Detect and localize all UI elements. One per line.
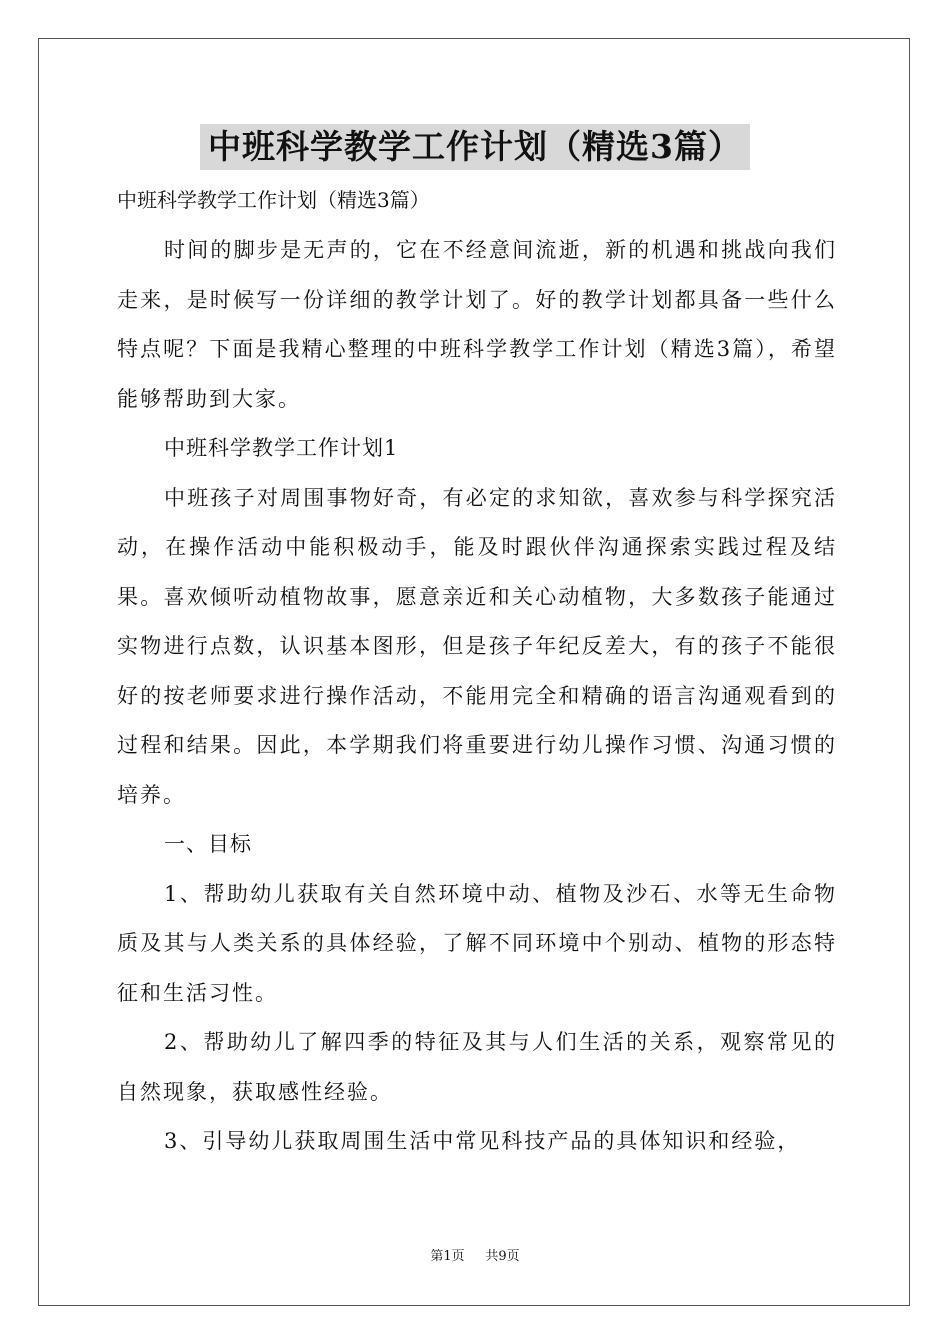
goal-item-2: 2、帮助幼儿了解四季的特征及其与人们生活的关系，观察常见的自然现象，获取感性经验。 bbox=[117, 1030, 837, 1104]
goal-heading: 一、目标 bbox=[164, 832, 252, 856]
document-subtitle: 中班科学教学工作计划（精选3篇） bbox=[117, 188, 430, 212]
intro-paragraph: 时间的脚步是无声的，它在不经意间流逝，新的机遇和挑战向我们走来，是时候写一份详细的教学计划了。好的教学计划都具备一些什么特点呢？下面是我精心整理的中班科学教学工作计划（精选3篇），希望能够帮助到大家。 bbox=[117, 238, 837, 411]
page-footer bbox=[0, 1248, 950, 1266]
body-paragraph: 中班孩子对周围事物好奇，有必定的求知欲，喜欢参与科学探究活动，在操作活动中能积极动手，能及时跟伙伴沟通探索实践过程及结果。喜欢倾听动植物故事，愿意亲近和关心动植物，大多数孩子能通过实物进行点数，认识基本图形，但是孩子年纪反差大，有的孩子不能很好的按老师要求进行操作活动，不能用完全和精确的语言沟通观看到的过程和结果。因此，本学期我们将重要进行幼儿操作习惯、沟通习惯的培养。 bbox=[117, 485, 837, 807]
goal-item-3: 3、引导幼儿获取周围生活中常见科技产品的具体知识和经验， bbox=[164, 1129, 801, 1153]
goal-item-1: 1、帮助幼儿获取有关自然环境中动、植物及沙石、水等无生命物质及其与人类关系的具体经验，了解不同环境中个别动、植物的形态特征和生活习性。 bbox=[117, 881, 837, 1005]
title-container bbox=[0, 124, 950, 170]
section-heading: 中班科学教学工作计划1 bbox=[164, 436, 399, 460]
document-body bbox=[117, 226, 837, 1167]
document-title: 中班科学教学工作计划（精选3篇） bbox=[200, 124, 750, 170]
page-number: 第1页 bbox=[430, 1249, 465, 1264]
total-pages: 共9页 bbox=[485, 1249, 520, 1264]
